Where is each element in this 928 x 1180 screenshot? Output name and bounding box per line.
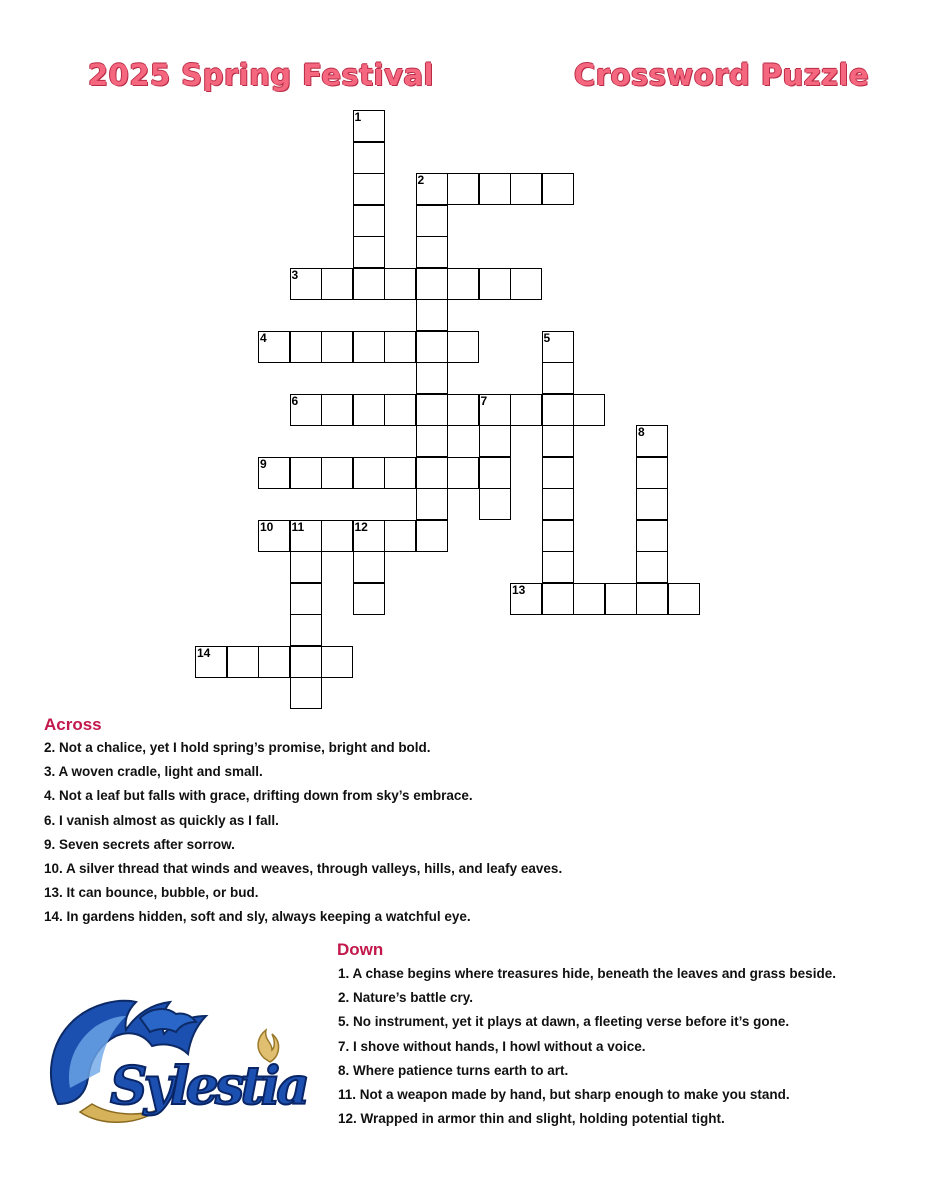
down-clue: 1. A chase begins where treasures hide, beneath the leaves and grass beside.	[338, 966, 836, 981]
across-clue: 10. A silver thread that winds and weaves, through valleys, hills, and leafy eaves.	[44, 860, 563, 876]
clue-number: 1	[354, 110, 362, 124]
down-clue: 7. I shove without hands, I howl without a voice.	[338, 1038, 646, 1054]
grid-cell[interactable]	[353, 520, 385, 552]
grid-cell[interactable]	[447, 331, 479, 363]
grid-cell[interactable]	[353, 205, 385, 237]
grid-cell[interactable]	[416, 331, 448, 363]
grid-cell[interactable]	[321, 520, 353, 552]
grid-cell[interactable]	[353, 268, 385, 300]
down-heading: Down	[337, 940, 384, 959]
grid-cell[interactable]	[542, 520, 574, 552]
grid-cell[interactable]	[542, 425, 574, 457]
grid-cell[interactable]	[290, 583, 322, 615]
grid-cell[interactable]	[542, 488, 574, 520]
grid-cell[interactable]	[542, 551, 574, 583]
grid-cell[interactable]	[353, 551, 385, 583]
grid-cell[interactable]	[290, 520, 322, 552]
grid-cell[interactable]	[573, 583, 605, 615]
grid-cell[interactable]	[290, 646, 322, 678]
grid-cell[interactable]	[447, 394, 479, 426]
grid-cell[interactable]	[321, 331, 353, 363]
across-clue: 9. Seven secrets after sorrow.	[44, 836, 235, 852]
grid-cell[interactable]	[195, 646, 227, 678]
grid-cell[interactable]	[416, 236, 448, 268]
grid-cell[interactable]	[384, 268, 416, 300]
grid-cell[interactable]	[290, 331, 322, 363]
across-clue: 6. I vanish almost as quickly as I fall.	[44, 812, 279, 828]
grid-cell[interactable]	[353, 173, 385, 205]
across-clue: 14. In gardens hidden, soft and sly, always keeping a watchful eye.	[44, 909, 471, 925]
grid-cell[interactable]	[353, 394, 385, 426]
clue-number: 12	[354, 519, 368, 534]
grid-cell[interactable]	[636, 583, 668, 615]
clue-number: 4	[260, 330, 267, 345]
grid-cell[interactable]	[479, 173, 511, 205]
grid-cell[interactable]	[353, 457, 385, 489]
grid-cell[interactable]	[384, 394, 416, 426]
grid-cell[interactable]	[416, 205, 448, 237]
grid-cell[interactable]	[668, 583, 700, 615]
grid-cell[interactable]	[290, 677, 322, 709]
clue-number: 9	[260, 456, 267, 471]
grid-cell[interactable]	[258, 520, 290, 552]
grid-cell[interactable]	[479, 488, 511, 520]
clue-number: 2	[417, 173, 425, 187]
across-heading: Across	[44, 715, 102, 734]
clue-number: 6	[291, 393, 299, 408]
clue-number: 11	[291, 519, 305, 534]
across-clue: 13. It can bounce, bubble, or bud.	[44, 885, 259, 901]
grid-cell[interactable]	[416, 394, 448, 426]
grid-cell[interactable]	[321, 646, 353, 678]
clue-number: 8	[638, 425, 645, 439]
grid-cell[interactable]	[542, 331, 574, 363]
across-clue: 2. Not a chalice, yet I hold spring’s promise, bright and bold.	[44, 740, 431, 755]
grid-cell[interactable]	[510, 394, 542, 426]
grid-cell[interactable]	[510, 583, 542, 615]
grid-cell[interactable]	[636, 457, 668, 489]
clue-number: 3	[291, 267, 299, 282]
grid-cell[interactable]	[416, 362, 448, 394]
grid-cell[interactable]	[542, 583, 574, 615]
clue-number: 7	[480, 393, 488, 408]
grid-cell[interactable]	[227, 646, 259, 678]
grid-cell[interactable]	[290, 457, 322, 489]
grid-cell[interactable]	[258, 457, 290, 489]
grid-cell[interactable]	[416, 173, 448, 205]
down-clue: 5. No instrument, yet it plays at dawn, a fleeting verse before it’s gone.	[338, 1014, 790, 1030]
grid-cell[interactable]	[290, 394, 322, 426]
grid-cell[interactable]	[573, 394, 605, 426]
grid-cell[interactable]	[542, 394, 574, 426]
grid-cell[interactable]	[384, 457, 416, 489]
grid-cell[interactable]	[636, 520, 668, 552]
grid-cell[interactable]	[605, 583, 637, 615]
puzzle-title-type: Crossword Puzzle	[574, 58, 870, 92]
sylestia-logo	[40, 992, 316, 1132]
grid-cell[interactable]	[384, 331, 416, 363]
grid-cell[interactable]	[542, 362, 574, 394]
grid-cell[interactable]	[258, 646, 290, 678]
down-clue: 11. Not a weapon made by hand, but sharp enough to make you stand.	[338, 1086, 790, 1102]
down-clue: 8. Where patience turns earth to art.	[338, 1062, 569, 1078]
grid-cell[interactable]	[542, 173, 574, 205]
grid-cell[interactable]	[353, 236, 385, 268]
grid-cell[interactable]	[447, 457, 479, 489]
grid-cell[interactable]	[353, 583, 385, 615]
grid-cell[interactable]	[321, 394, 353, 426]
grid-cell[interactable]	[416, 425, 448, 457]
grid-cell[interactable]	[636, 488, 668, 520]
grid-cell[interactable]	[479, 394, 511, 426]
down-clue: 2. Nature’s battle cry.	[338, 990, 474, 1006]
grid-cell[interactable]	[479, 457, 511, 489]
grid-cell[interactable]	[384, 520, 416, 552]
grid-cell[interactable]	[636, 425, 668, 457]
grid-cell[interactable]	[353, 142, 385, 174]
grid-cell[interactable]	[321, 457, 353, 489]
grid-cell[interactable]	[321, 268, 353, 300]
grid-cell[interactable]	[542, 457, 574, 489]
across-clue-list	[44, 739, 562, 933]
grid-cell[interactable]	[479, 268, 511, 300]
grid-cell[interactable]	[290, 614, 322, 646]
clue-number: 5	[543, 330, 551, 345]
grid-cell[interactable]	[290, 551, 322, 583]
grid-cell[interactable]	[510, 268, 542, 300]
grid-cell[interactable]	[636, 551, 668, 583]
grid-cell[interactable]	[510, 173, 542, 205]
grid-cell[interactable]	[416, 299, 448, 331]
clue-number: 13	[512, 582, 526, 597]
grid-cell[interactable]	[353, 331, 385, 363]
down-clue-list	[338, 965, 836, 1134]
grid-cell[interactable]	[290, 268, 322, 300]
puzzle-title-event: 2025 Spring Festival	[88, 58, 434, 92]
grid-cell[interactable]	[416, 457, 448, 489]
grid-cell[interactable]	[416, 268, 448, 300]
grid-cell[interactable]	[447, 268, 479, 300]
clue-number: 10	[260, 519, 274, 534]
grid-cell[interactable]	[353, 110, 385, 142]
grid-cell[interactable]	[416, 520, 448, 552]
down-clue: 12. Wrapped in armor thin and slight, holding potential tight.	[338, 1111, 725, 1127]
grid-cell[interactable]	[416, 488, 448, 520]
across-clue: 3. A woven cradle, light and small.	[44, 764, 263, 780]
across-clue: 4. Not a leaf but falls with grace, drifting down from sky’s embrace.	[44, 788, 473, 804]
clue-number: 14	[197, 645, 211, 660]
grid-cell[interactable]	[258, 331, 290, 363]
grid-cell[interactable]	[447, 173, 479, 205]
logo-wordmark: Sylestia	[110, 1056, 310, 1117]
grid-cell[interactable]	[479, 425, 511, 457]
